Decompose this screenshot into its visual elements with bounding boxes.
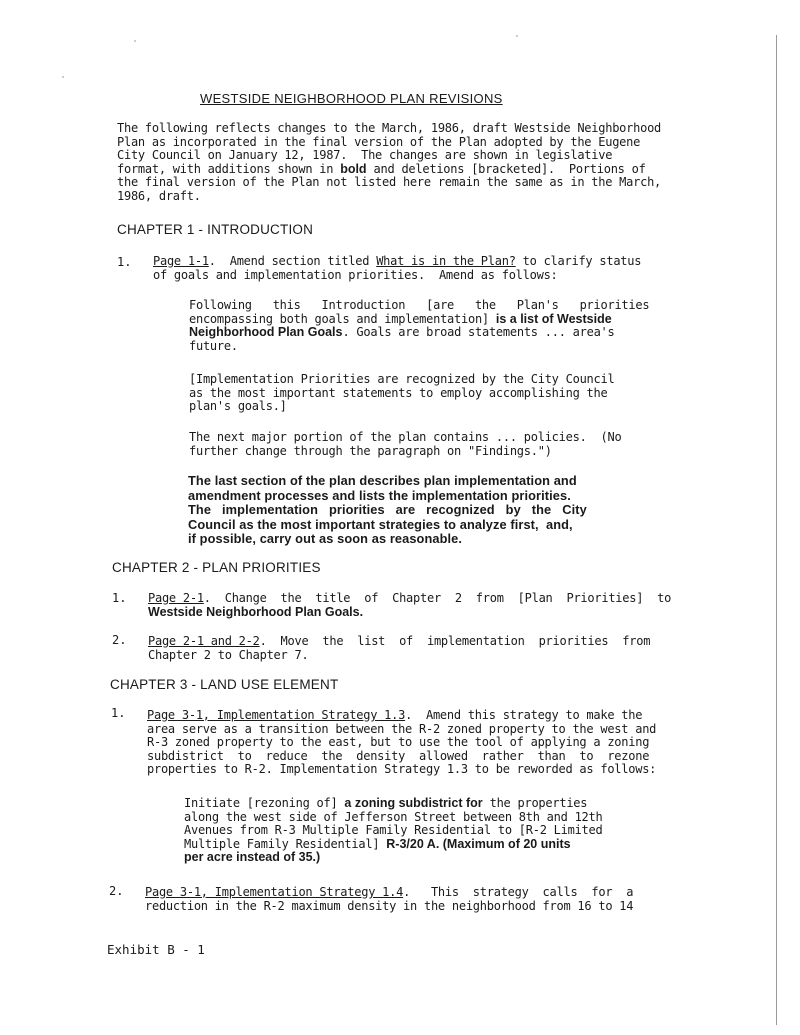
item-number: 2. [109, 884, 124, 898]
bold-line: amendment processes and lists the implementation priorities. [188, 487, 571, 503]
page-reference: Page 3-1, Implementation Strategy 1.4 [145, 885, 404, 899]
bold-line: The implementation priorities are recognized by the City [188, 502, 587, 518]
intro-line: City Council on January 12, 1987. The changes are shown in legislative [117, 148, 613, 163]
item-text: . Amend section titled [208, 254, 377, 268]
quote-line: Multiple Family Residential] [184, 836, 387, 851]
quote-line: . Goals are broad statements ... area's [342, 325, 615, 340]
quote-bold-text: is a list of Westside [495, 311, 612, 326]
item-text: properties to R-2. Implementation Strategy 1.3 to be reworded as follows: [147, 762, 657, 777]
section-reference: What is in the Plan? [376, 254, 516, 268]
quote-line: the properties [482, 796, 588, 810]
intro-line: The following reflects changes to the March, 1986, draft Westside Neighborhood [117, 121, 662, 135]
chapter-2-item-2 [148, 635, 650, 662]
bold-addition: Westside Neighborhood Plan Goals. [148, 604, 364, 619]
quote-block-1 [189, 299, 649, 353]
document-title: WESTSIDE NEIGHBORHOOD PLAN REVISIONS [200, 91, 503, 106]
bold-addition-paragraph [188, 474, 587, 547]
item-text: of goals and implementation priorities. Amend as follows: [153, 267, 558, 282]
quote-line: Avenues from R-3 Multiple Family Residential to [R-2 Limited [184, 823, 603, 838]
scan-speck [516, 35, 518, 37]
chapter-2-item-1 [148, 592, 671, 619]
quote-line: Initiate [rezoning of] [184, 796, 345, 810]
intro-line: 1986, draft. [117, 188, 201, 203]
quote-bold-text: per acre instead of 35.) [184, 850, 321, 865]
page-edge-line [776, 35, 777, 1025]
scan-speck [134, 40, 136, 42]
item-number: 1. [111, 706, 126, 720]
item-number: 1. [112, 591, 127, 605]
chapter-3-item-1 [147, 709, 656, 777]
intro-line: Plan as incorporated in the final version of the Plan adopted by the Eugene [117, 134, 641, 149]
chapter-1-heading: CHAPTER 1 - INTRODUCTION [117, 222, 314, 237]
item-text: . This strategy calls for a [403, 885, 634, 899]
bold-line: The last section of the plan describes plan implementation and [188, 473, 577, 488]
quote-line: future. [189, 338, 238, 353]
page-reference: Page 2-1 and 2-2 [148, 634, 260, 648]
item-text: R-3 zoned property to the east, but to use the tool of applying a zoning [147, 735, 650, 750]
item-number: 1. [117, 255, 132, 269]
quote-block-3 [189, 431, 621, 458]
quote-block-4 [184, 797, 602, 865]
quote-line: The next major portion of the plan contains ... policies. (No [189, 430, 622, 444]
quote-bold-text: a zoning subdistrict for [344, 796, 483, 810]
quote-bold-text: R-3/20 A. (Maximum of 20 units [386, 836, 571, 851]
item-text: . Amend this strategy to make the [405, 708, 643, 722]
chapter-3-heading: CHAPTER 3 - LAND USE ELEMENT [110, 677, 339, 692]
intro-bold-word: bold [340, 161, 367, 176]
item-text: subdistrict to reduce the density allowed rather than to rezone [147, 748, 650, 763]
quote-block-2 [189, 373, 614, 414]
quote-bold-text: Neighborhood Plan Goals [189, 325, 343, 340]
page-reference: Page 1-1 [153, 254, 209, 268]
quote-line: along the west side of Jefferson Street between 8th and 12th [184, 809, 603, 824]
bold-line: if possible, carry out as soon as reasonable. [188, 531, 463, 547]
intro-line: and deletions [bracketed]. Portions of [366, 161, 646, 176]
item-number: 2. [112, 633, 127, 647]
quote-line: plan's goals.] [189, 399, 287, 414]
chapter-2-heading: CHAPTER 2 - PLAN PRIORITIES [112, 560, 321, 575]
item-text: Chapter 2 to Chapter 7. [148, 647, 309, 662]
quote-line: further change through the paragraph on "Findings.") [189, 443, 552, 458]
page-footer: Exhibit B - 1 [107, 942, 205, 957]
item-text: . Change the title of Chapter 2 from [Plan Priorities] to [203, 591, 672, 605]
page-reference: Page 3-1, Implementation Strategy 1.3 [147, 708, 406, 722]
intro-line: the final version of the Plan not listed here remain the same as in the March, [117, 175, 662, 190]
quote-line: [Implementation Priorities are recognized by the City Council [189, 372, 615, 386]
quote-line: Following this Introduction [are the Plan's priorities [189, 298, 650, 312]
item-text: to clarify status [515, 254, 642, 268]
item-text: . Move the list of implementation priorities from [259, 634, 651, 648]
scan-speck [62, 76, 64, 78]
quote-line: encompassing both goals and implementation] [189, 311, 496, 326]
bold-line: Council as the most important strategies to analyze first, and, [188, 516, 573, 532]
chapter-3-item-2 [145, 886, 633, 913]
item-text: reduction in the R-2 maximum density in the neighborhood from 16 to 14 [145, 898, 634, 913]
page-reference: Page 2-1 [148, 591, 204, 605]
item-text: area serve as a transition between the R-2 zoned property to the west and [147, 721, 657, 736]
quote-line: as the most important statements to employ accomplishing the [189, 385, 608, 400]
intro-line: format, with additions shown in [117, 161, 341, 176]
intro-paragraph [117, 122, 661, 204]
chapter-1-item-1 [153, 255, 641, 282]
